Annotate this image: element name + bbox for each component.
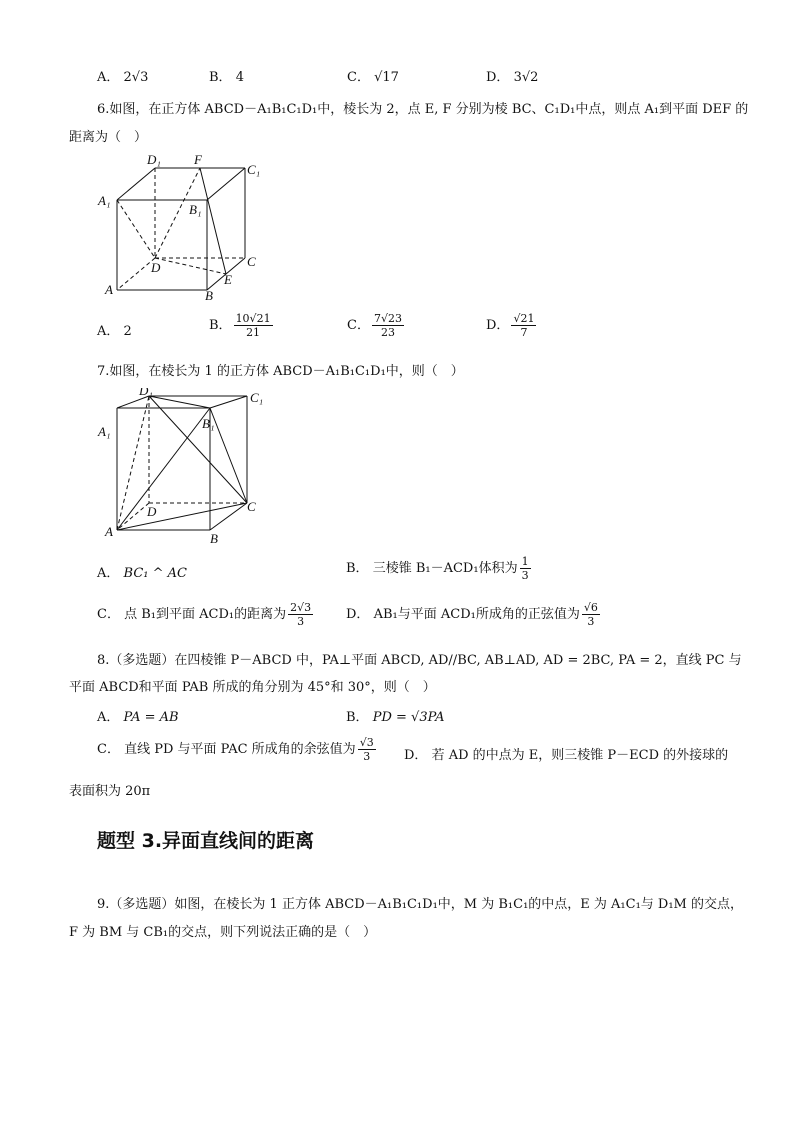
q6-option-b: B． $\frac{10√21}{21}$ [209, 312, 271, 339]
q7-label-C1: C₁ [250, 390, 264, 405]
q8-stem-line2: 平面 ABCD和平面 PAB 所成的角分别为 45°和 30°，则（ ） [69, 680, 436, 695]
q8-option-a: A． PA = AB [97, 710, 179, 725]
q7-stem-line1: 7.如图，在棱长为 1 的正方体 ABCD－A₁B₁C₁D₁中，则（ ） [97, 364, 464, 379]
q5-option-d: D． 3√2 [486, 70, 539, 85]
q7-label-D1: D₁ [139, 388, 153, 398]
q9-stem-line1: 9.（多选题）如图，在棱长为 1 正方体 ABCD－A₁B₁C₁D₁中，M 为 B₁C₁的中点，E 为 A₁C₁与 D₁M 的交点， [97, 897, 744, 912]
q6-label-C1: C₁ [247, 162, 261, 177]
q7-option-b: B． 三棱锥 B₁－ACD₁体积为 $\frac{1}{3}$ [346, 555, 529, 582]
q8-option-b: B． PD = √3PA [346, 710, 445, 725]
q7-label-A: A [105, 524, 113, 539]
q6-label-D1: D₁ [147, 152, 161, 167]
q6-option-d: D． $\frac{√21}{7}$ [486, 312, 535, 339]
q8-option-d: D． 若 AD 的中点为 E，则三棱锥 P－ECD 的外接球的 [404, 748, 729, 763]
q6-label-D: D [151, 260, 161, 275]
q5-option-a: A． 2√3 [97, 70, 149, 85]
q6-option-a: A． 2 [97, 324, 132, 339]
q8-option-d-continued: 表面积为 20π [69, 784, 151, 799]
q6-label-B1: B₁ [189, 202, 202, 217]
q7-label-D: D [147, 504, 157, 519]
q8-option-c: C． 直线 PD 与平面 PAC 所成角的余弦值为 $\frac{√3}{3}$ [97, 736, 374, 763]
q6-stem-line1: 6.如图，在正方体 ABCD－A₁B₁C₁D₁中，棱长为 2，点 E, F 分别为棱 BC、C₁D₁中点，则点 A₁到平面 DEF 的 [97, 102, 749, 117]
q6-label-E: E [224, 272, 232, 287]
q9-stem-line2: F 为 BM 与 CB₁的交点，则下列说法正确的是（ ） [69, 925, 377, 940]
q6-cube-figure [95, 152, 275, 302]
q7-label-A1: A₁ [98, 424, 111, 439]
q7-label-C: C [247, 499, 256, 514]
q7-option-c: C． 点 B₁到平面 ACD₁的距离为 $\frac{2√3}{3}$ [97, 601, 312, 628]
q6-label-C: C [247, 254, 256, 269]
q7-label-B1: B₁ [202, 416, 215, 431]
q6-option-c: C． $\frac{7√23}{23}$ [347, 312, 402, 339]
q7-cube-figure [95, 388, 270, 548]
q7-option-a: A． BC₁ ^ AC [97, 566, 187, 581]
q7-option-d: D． AB₁与平面 ACD₁所成角的正弦值为 $\frac{√6}{3}$ [346, 601, 598, 628]
q6-stem-line2: 距离为（ ） [69, 130, 148, 145]
q6-label-B: B [205, 288, 213, 302]
q7-label-B: B [210, 531, 218, 546]
q5-option-c: C． √17 [347, 70, 399, 85]
q6-label-F: F [194, 152, 202, 167]
q6-label-A1: A₁ [98, 193, 111, 208]
section-heading: 题型 3.异面直线间的距离 [97, 830, 315, 852]
q8-stem-line1: 8.（多选题）在四棱锥 P－ABCD 中，PA⊥平面 ABCD, AD//BC, AB⊥AD, AD = 2BC, PA = 2，直线 PC 与 [97, 653, 742, 668]
q5-option-b: B． 4 [209, 70, 244, 85]
q6-label-A: A [105, 282, 113, 297]
